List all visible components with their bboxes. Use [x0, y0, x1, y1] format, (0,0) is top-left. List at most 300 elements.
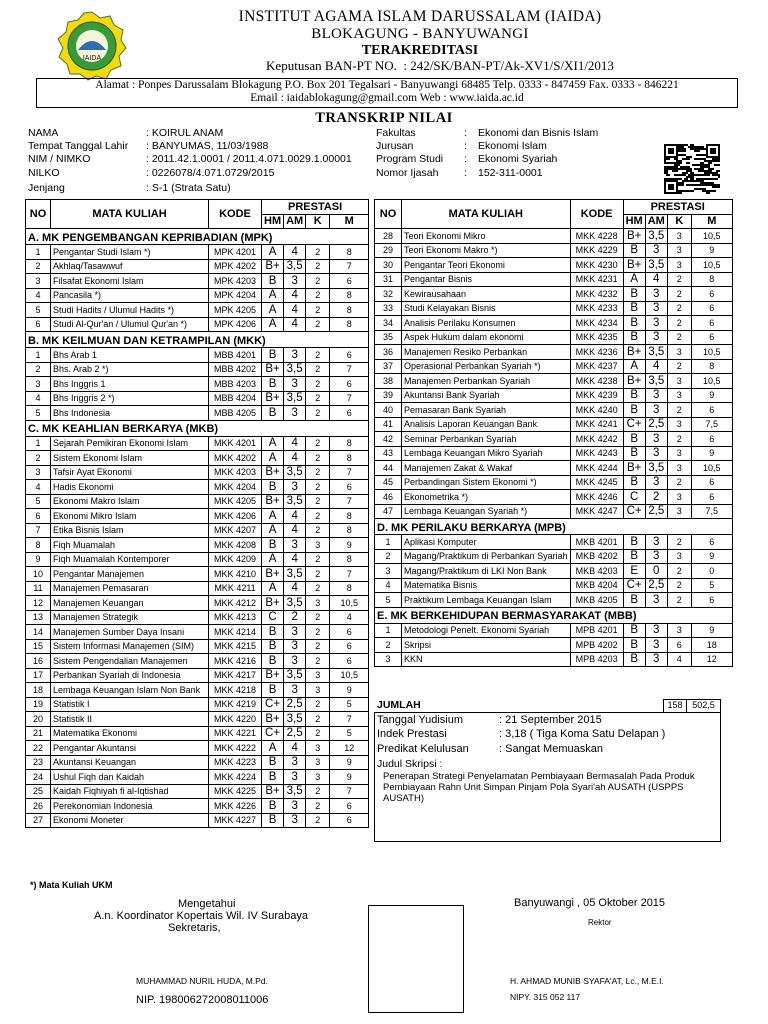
credits: 2 [306, 523, 330, 538]
row-number: 5 [26, 406, 51, 421]
row-number: 34 [375, 316, 402, 331]
table-row [26, 494, 369, 509]
table-row [26, 625, 369, 640]
course-code: MKK 4206 [209, 509, 262, 524]
grade-letter: B+ [262, 668, 284, 683]
credits: 2 [306, 639, 330, 654]
weighted-score: 12 [691, 652, 732, 667]
info-value: Ekonomi Syariah [478, 153, 558, 166]
weighted-score: 10,5 [691, 374, 732, 389]
grade-letter: B+ [623, 461, 645, 476]
table-row [26, 567, 369, 582]
credits: 2 [306, 303, 330, 318]
grade-point: 2 [645, 490, 667, 505]
credits: 3 [667, 446, 691, 461]
course-code: MPB 4201 [570, 623, 623, 638]
weighted-score: 6 [330, 654, 369, 669]
course-name: Perekonomian Indonesia [51, 799, 209, 814]
weighted-score: 5 [330, 726, 369, 741]
credits: 3 [306, 755, 330, 770]
grade-point: 4 [284, 523, 306, 538]
row-number: 2 [375, 549, 402, 564]
table-row [375, 345, 733, 360]
row-number: 25 [26, 784, 51, 799]
grade-letter: B [623, 549, 645, 564]
course-name: Bhs Arab 1 [51, 348, 209, 363]
info-value: 152-311-0001 [478, 166, 543, 179]
address-box [36, 78, 738, 108]
course-name: Etika Bisnis Islam [51, 523, 209, 538]
grade-letter: C [623, 490, 645, 505]
grade-letter: B [623, 623, 645, 638]
course-name: Manajemen Sumber Daya Insani [51, 625, 209, 640]
grade-letter: B [623, 446, 645, 461]
credits: 3 [306, 683, 330, 698]
weighted-score: 7 [330, 362, 369, 377]
weighted-score: 7 [330, 567, 369, 582]
course-name: Manajemen Resiko Perbankan [402, 345, 571, 360]
course-name: Filsafat Ekonomi Islam [51, 274, 209, 289]
course-code: MKK 4247 [570, 504, 623, 519]
table-row [375, 490, 733, 505]
grade-point: 4 [284, 303, 306, 318]
grade-point: 4 [284, 436, 306, 451]
course-name: Seminar Perbankan Syariah [402, 432, 571, 447]
course-name: Sistem Ekonomi Islam [51, 451, 209, 466]
info-colon: : [464, 153, 467, 166]
table-row [26, 668, 369, 683]
weighted-score: 8 [330, 288, 369, 303]
grade-letter: B [262, 377, 284, 392]
grade-point: 4 [284, 552, 306, 567]
course-name: Akhlaq/Tasawwuf [51, 259, 209, 274]
course-code: MKK 4215 [209, 639, 262, 654]
course-name: Ushul Fiqh dan Kaidah [51, 770, 209, 785]
info-value: : BANYUMAS, 11/03/1988 [146, 140, 269, 153]
course-name: Pengantar Manajemen [51, 567, 209, 582]
grade-point: 4 [645, 359, 667, 374]
grade-point: 3 [284, 538, 306, 553]
course-code: MKK 4217 [209, 668, 262, 683]
course-name: Hadis Ekonomi [51, 480, 209, 495]
grade-point: 3 [284, 654, 306, 669]
table-row [26, 451, 369, 466]
course-code: MPB 4203 [570, 652, 623, 667]
weighted-score: 9 [330, 683, 369, 698]
credits: 3 [667, 504, 691, 519]
grade-letter: B [623, 287, 645, 302]
sig-left-title1: Mengetahui [178, 898, 236, 910]
weighted-score: 8 [691, 272, 732, 287]
info-value: : S-1 (Strata Satu) [146, 181, 231, 194]
decree-label: Keputusan BAN-PT NO. [266, 58, 397, 73]
column-header: M [330, 214, 369, 229]
credits: 3 [306, 668, 330, 683]
grade-point: 3,5 [284, 596, 306, 611]
info-label: NIM / NIMKO [28, 153, 91, 166]
row-number: 8 [26, 538, 51, 553]
course-code: MBB 4203 [209, 377, 262, 392]
table-row [26, 245, 369, 260]
weighted-score: 18 [691, 638, 732, 653]
row-number: 13 [26, 610, 51, 625]
table-row [26, 274, 369, 289]
course-name: Teori Ekonomi Makro *) [402, 243, 571, 258]
summary-box [374, 699, 721, 842]
grade-point: 3 [284, 625, 306, 640]
info-value: : 0226078/4.071.0729/2015 [146, 166, 275, 179]
table-row [375, 432, 733, 447]
total-points: 502,5 [686, 699, 721, 713]
row-number: 2 [26, 362, 51, 377]
grade-letter: A [262, 245, 284, 260]
weighted-score: 6 [330, 406, 369, 421]
info-value: Ekonomi Islam [478, 140, 547, 153]
row-number: 3 [26, 377, 51, 392]
grade-letter: B [623, 301, 645, 316]
course-code: MKK 4224 [209, 770, 262, 785]
credits: 3 [306, 770, 330, 785]
credits: 3 [667, 417, 691, 432]
credits: 2 [667, 432, 691, 447]
credits: 2 [306, 726, 330, 741]
grade-letter: B [623, 593, 645, 608]
student-info-left [28, 127, 352, 194]
course-name: Pengantar Bisnis [402, 272, 571, 287]
column-header: K [667, 214, 691, 229]
course-name: Bhs. Arab 2 *) [51, 362, 209, 377]
info-colon: : [464, 127, 467, 139]
weighted-score: 6 [330, 480, 369, 495]
credits: 2 [667, 301, 691, 316]
grade-letter: B [262, 654, 284, 669]
decree [190, 58, 690, 74]
grade-point: 3 [284, 813, 306, 828]
grade-letter: B [623, 652, 645, 667]
table-row [26, 596, 369, 611]
total-label: JUMLAH [377, 699, 421, 711]
weighted-score: 12 [330, 741, 369, 756]
grade-letter: A [262, 581, 284, 596]
course-name: Sistem Pengendalian Manajemen [51, 654, 209, 669]
credits: 2 [306, 465, 330, 480]
credits: 3 [667, 549, 691, 564]
grade-point: 3 [645, 330, 667, 345]
total-credits: 158 [663, 699, 687, 713]
grade-point: 3 [284, 683, 306, 698]
row-number: 20 [26, 712, 51, 727]
course-name: Studi Kelayakan Bisnis [402, 301, 571, 316]
course-code: MKK 4213 [209, 610, 262, 625]
weighted-score: 10,5 [330, 668, 369, 683]
weighted-score: 5 [691, 578, 732, 593]
grade-point: 4 [284, 317, 306, 332]
accreditation-status: TERAKREDITASI [361, 43, 479, 58]
weighted-score: 7 [330, 784, 369, 799]
grade-letter: B [623, 638, 645, 653]
row-number: 14 [26, 625, 51, 640]
row-number: 47 [375, 504, 402, 519]
student-info-right [376, 127, 599, 180]
grade-letter: B [262, 755, 284, 770]
course-code: MKK 4229 [570, 243, 623, 258]
course-name: Operasional Perbankan Syariah *) [402, 359, 571, 374]
info-label: Jenjang [28, 181, 65, 194]
course-name: Teori Ekonomi Mikro [402, 229, 571, 244]
course-code: MKK 4208 [209, 538, 262, 553]
course-name: Fiqh Muamalah Kontemporer [51, 552, 209, 567]
table-row [26, 523, 369, 538]
grade-point: 3 [284, 377, 306, 392]
grade-letter: A [262, 451, 284, 466]
credits: 2 [667, 359, 691, 374]
photo-placeholder [368, 905, 464, 1013]
credits: 2 [306, 391, 330, 406]
grade-point: 3,5 [284, 712, 306, 727]
weighted-score: 8 [330, 436, 369, 451]
grade-letter: B [623, 388, 645, 403]
row-number: 1 [26, 348, 51, 363]
row-number: 1 [26, 436, 51, 451]
credits: 2 [306, 581, 330, 596]
weighted-score: 10,5 [691, 258, 732, 273]
column-header: HM [262, 214, 284, 229]
info-label: Jurusan [376, 140, 414, 153]
weighted-score: 10,5 [691, 461, 732, 476]
course-name: Skripsi [402, 638, 571, 653]
grade-letter: B+ [262, 259, 284, 274]
grade-letter: B+ [262, 567, 284, 582]
row-number: 41 [375, 417, 402, 432]
credits: 2 [667, 330, 691, 345]
credits: 2 [306, 494, 330, 509]
table-row [26, 552, 369, 567]
credits: 2 [667, 272, 691, 287]
course-name: Kewirausahaan [402, 287, 571, 302]
course-name: Pancasila *) [51, 288, 209, 303]
grade-point: 4 [284, 741, 306, 756]
course-name: Akuntansi Bank Syariah [402, 388, 571, 403]
grade-letter: B [262, 770, 284, 785]
course-code: MKK 4235 [570, 330, 623, 345]
course-name: Manajemen Perbankan Syariah [402, 374, 571, 389]
address-line: Alamat : Ponpes Darussalam Blokagung P.O. Box 201 Tegalsari - Banyuwangi 68485 Telp. 0333 - 847459 Fax. 0333 - 846221 [95, 79, 679, 91]
weighted-score: 8 [330, 523, 369, 538]
grade-letter: B [262, 813, 284, 828]
column-header: AM [645, 214, 667, 229]
course-code: MKK 4205 [209, 494, 262, 509]
credits: 2 [306, 245, 330, 260]
course-name: Lembaga Keuangan Syariah *) [402, 504, 571, 519]
row-number: 36 [375, 345, 402, 360]
info-colon: : [464, 166, 467, 179]
institution-city: BLOKAGUNG - BANYUWANGI [311, 26, 529, 42]
weighted-score: 9 [330, 538, 369, 553]
grade-point: 3 [645, 301, 667, 316]
grade-point: 3 [645, 593, 667, 608]
table-row [375, 272, 733, 287]
grade-letter: B+ [262, 712, 284, 727]
table-row [375, 388, 733, 403]
course-name: Matematika Ekonomi [51, 726, 209, 741]
table-row [26, 741, 369, 756]
course-name: Pemasaran Bank Syariah [402, 403, 571, 418]
course-name: Fiqh Muamalah [51, 538, 209, 553]
weighted-score: 6 [330, 274, 369, 289]
grade-letter: B+ [262, 362, 284, 377]
weighted-score: 8 [330, 581, 369, 596]
credits: 2 [306, 451, 330, 466]
credits: 2 [306, 274, 330, 289]
course-code: MKK 4204 [209, 480, 262, 495]
row-number: 9 [26, 552, 51, 567]
table-row [375, 549, 733, 564]
qr-code-icon [664, 144, 720, 194]
column-header: K [306, 214, 330, 229]
credits: 2 [306, 567, 330, 582]
table-row [375, 243, 733, 258]
row-number: 7 [26, 523, 51, 538]
info-value: : 2011.42.1.0001 / 2011.4.071.0029.1.00001 [146, 153, 352, 166]
section-row [26, 332, 369, 348]
course-code: MKK 4225 [209, 784, 262, 799]
course-name: Analisis Perilaku Konsumen [402, 316, 571, 331]
grade-letter: C [262, 610, 284, 625]
sig-left-title2: A.n. Koordinator Kopertais Wil. IV Surabaya [94, 910, 308, 922]
table-row [375, 301, 733, 316]
table-row [375, 652, 733, 667]
weighted-score: 6 [691, 301, 732, 316]
course-name: Bhs Indonesia [51, 406, 209, 421]
table-row [26, 538, 369, 553]
grade-point: 4 [284, 581, 306, 596]
course-name: Metodologi Penelt. Ekonomi Syariah [402, 623, 571, 638]
row-number: 24 [26, 770, 51, 785]
section-row [26, 420, 369, 436]
table-row [375, 316, 733, 331]
grade-point: 3 [284, 274, 306, 289]
info-label: Fakultas [376, 127, 416, 139]
course-code: MPK 4205 [209, 303, 262, 318]
table-row [26, 639, 369, 654]
course-code: MKK 4231 [570, 272, 623, 287]
course-name: Kaidah Fiqhiyah fi al-Iqtishad [51, 784, 209, 799]
weighted-score: 6 [691, 475, 732, 490]
grade-point: 3,5 [284, 668, 306, 683]
grade-letter: A [262, 303, 284, 318]
column-header: MATA KULIAH [402, 200, 571, 229]
grade-point: 3 [645, 388, 667, 403]
grade-letter: B [262, 480, 284, 495]
column-header: MATA KULIAH [51, 200, 209, 229]
weighted-score: 6 [691, 490, 732, 505]
credits: 2 [306, 697, 330, 712]
grade-point: 3,5 [284, 465, 306, 480]
credits: 2 [667, 593, 691, 608]
column-header: KODE [570, 200, 623, 229]
column-header: PRESTASI [623, 200, 732, 215]
credits: 2 [667, 403, 691, 418]
credits: 2 [306, 509, 330, 524]
grade-point: 4 [645, 272, 667, 287]
sig-left-title3: Sekretaris, [168, 922, 221, 934]
course-code: MKK 4237 [570, 359, 623, 374]
course-name: Manajemen Strategik [51, 610, 209, 625]
table-row [375, 504, 733, 519]
table-row [26, 784, 369, 799]
course-name: Manajemen Pemasaran [51, 581, 209, 596]
credits: 2 [306, 377, 330, 392]
table-row [26, 303, 369, 318]
table-row [375, 564, 733, 579]
weighted-score: 7,5 [691, 417, 732, 432]
grade-point: 3 [645, 316, 667, 331]
row-number: 39 [375, 388, 402, 403]
grade-letter: A [262, 523, 284, 538]
course-code: MKK 4216 [209, 654, 262, 669]
row-number: 46 [375, 490, 402, 505]
weighted-score: 10,5 [691, 229, 732, 244]
row-number: 16 [26, 654, 51, 669]
grade-letter: A [262, 741, 284, 756]
course-name: Sistem Informasi Manajemen (SIM) [51, 639, 209, 654]
weighted-score: 8 [330, 245, 369, 260]
table-row [375, 403, 733, 418]
credits: 3 [667, 490, 691, 505]
course-code: MPK 4204 [209, 288, 262, 303]
table-row [375, 374, 733, 389]
column-header: KODE [209, 200, 262, 229]
row-number: 2 [375, 638, 402, 653]
footnote: *) Mata Kuliah UKM [30, 880, 113, 890]
course-name: Pengantar Teori Ekonomi [402, 258, 571, 273]
course-name: Ekonometrika *) [402, 490, 571, 505]
credits: 2 [306, 552, 330, 567]
credits: 2 [306, 712, 330, 727]
weighted-score: 8 [330, 303, 369, 318]
row-number: 23 [26, 755, 51, 770]
course-code: MKK 4203 [209, 465, 262, 480]
credits: 2 [306, 480, 330, 495]
grade-point: 3,5 [284, 391, 306, 406]
weighted-score: 7 [330, 259, 369, 274]
table-row [375, 535, 733, 550]
grade-point: 4 [284, 245, 306, 260]
credits: 2 [667, 535, 691, 550]
grade-point: 3,5 [284, 362, 306, 377]
credits: 3 [306, 741, 330, 756]
grade-point: 3 [645, 638, 667, 653]
grade-point: 3,5 [645, 229, 667, 244]
credits: 2 [306, 436, 330, 451]
weighted-score: 7 [330, 494, 369, 509]
sig-left-nip: NIP. 198006272008011006 [136, 994, 269, 1006]
table-row [375, 258, 733, 273]
course-name: Bhs Inggris 1 [51, 377, 209, 392]
credits: 2 [306, 799, 330, 814]
grade-letter: B+ [262, 494, 284, 509]
column-header: NO [375, 200, 402, 229]
weighted-score: 6 [691, 403, 732, 418]
row-number: 45 [375, 475, 402, 490]
grade-point: 3 [645, 535, 667, 550]
row-number: 40 [375, 403, 402, 418]
sig-right-date: Banyuwangi , 05 Oktober 2015 [514, 897, 666, 909]
table-row [26, 610, 369, 625]
course-name: Tafsir Ayat Ekonomi [51, 465, 209, 480]
row-number: 6 [26, 317, 51, 332]
course-code: MKB 4203 [570, 564, 623, 579]
